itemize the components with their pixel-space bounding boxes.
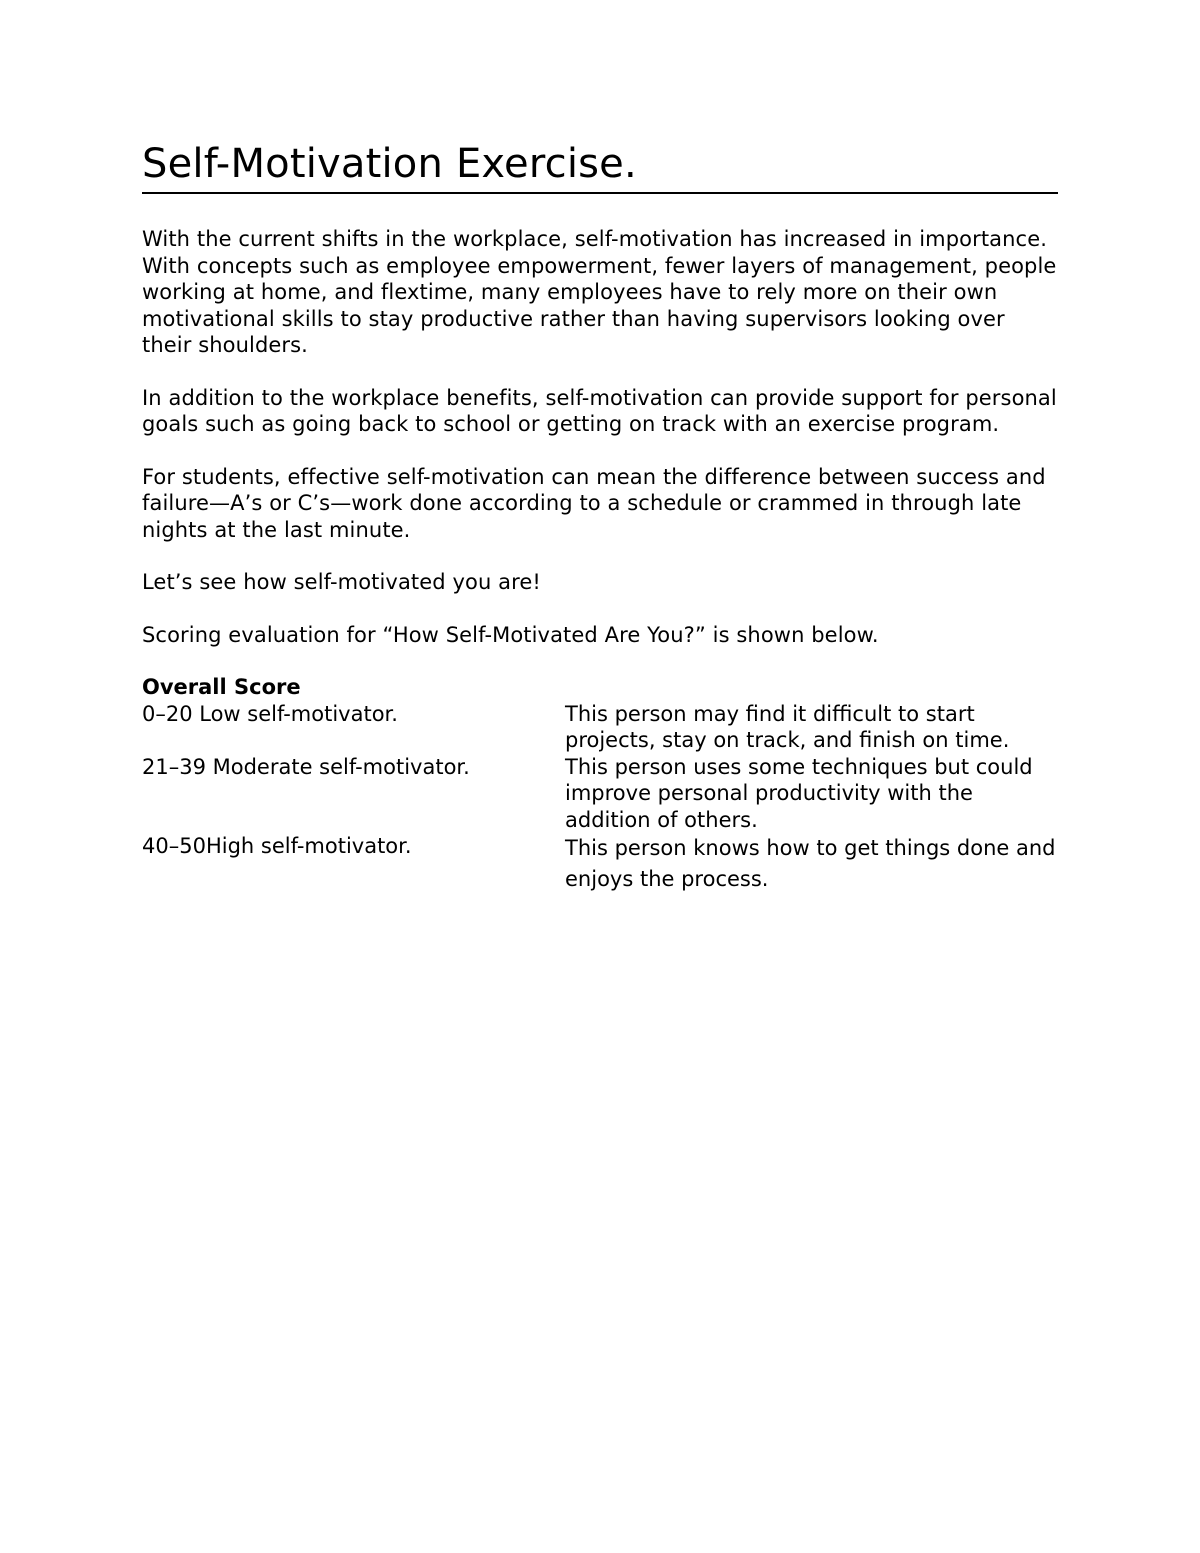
score-description: This person uses some techniques but could improve personal productivity with the addition of others.	[565, 754, 1033, 832]
students-paragraph: For students, effective self-motivation can mean the difference between success and failure—A’s or C’s—work done according to a schedule or crammed in through late nights at the last minute.	[142, 464, 1046, 542]
scoring-intro-paragraph: Scoring evaluation for “How Self-Motivated Are You?” is shown below.	[142, 622, 879, 647]
document-title: Self-Motivation Exercise.	[142, 138, 1058, 194]
score-heading: Overall Score	[142, 675, 301, 699]
document-page	[142, 138, 1058, 895]
score-description: This person may find it difficult to start projects, stay on track, and finish on time.	[565, 701, 1010, 752]
score-table	[142, 701, 1058, 896]
score-row-high	[142, 833, 1058, 895]
score-range: 21–39 Moderate self-motivator.	[142, 754, 470, 779]
intro-paragraph: With the current shifts in the workplace, self-motivation has increased in importance. With concepts such as employee empowerment, fewer layers of management, people working at home, and flextime, many employees have to rely more on their own motivational skills to stay productive rather than having supervisors looking over their shoulders.	[142, 227, 1057, 357]
score-range: 40–50High self-motivator.	[142, 834, 412, 858]
invitation-paragraph: Let’s see how self-motivated you are!	[142, 570, 541, 594]
score-range: 0–20 Low self-motivator.	[142, 701, 398, 726]
score-row-low	[142, 701, 1058, 754]
score-description: This person knows how to get things done and enjoys the process.	[565, 836, 1056, 891]
benefits-paragraph: In addition to the workplace benefits, self-motivation can provide support for personal goals such as going back to school or getting on track with an exercise program.	[142, 385, 1057, 436]
score-row-moderate	[142, 754, 1058, 834]
